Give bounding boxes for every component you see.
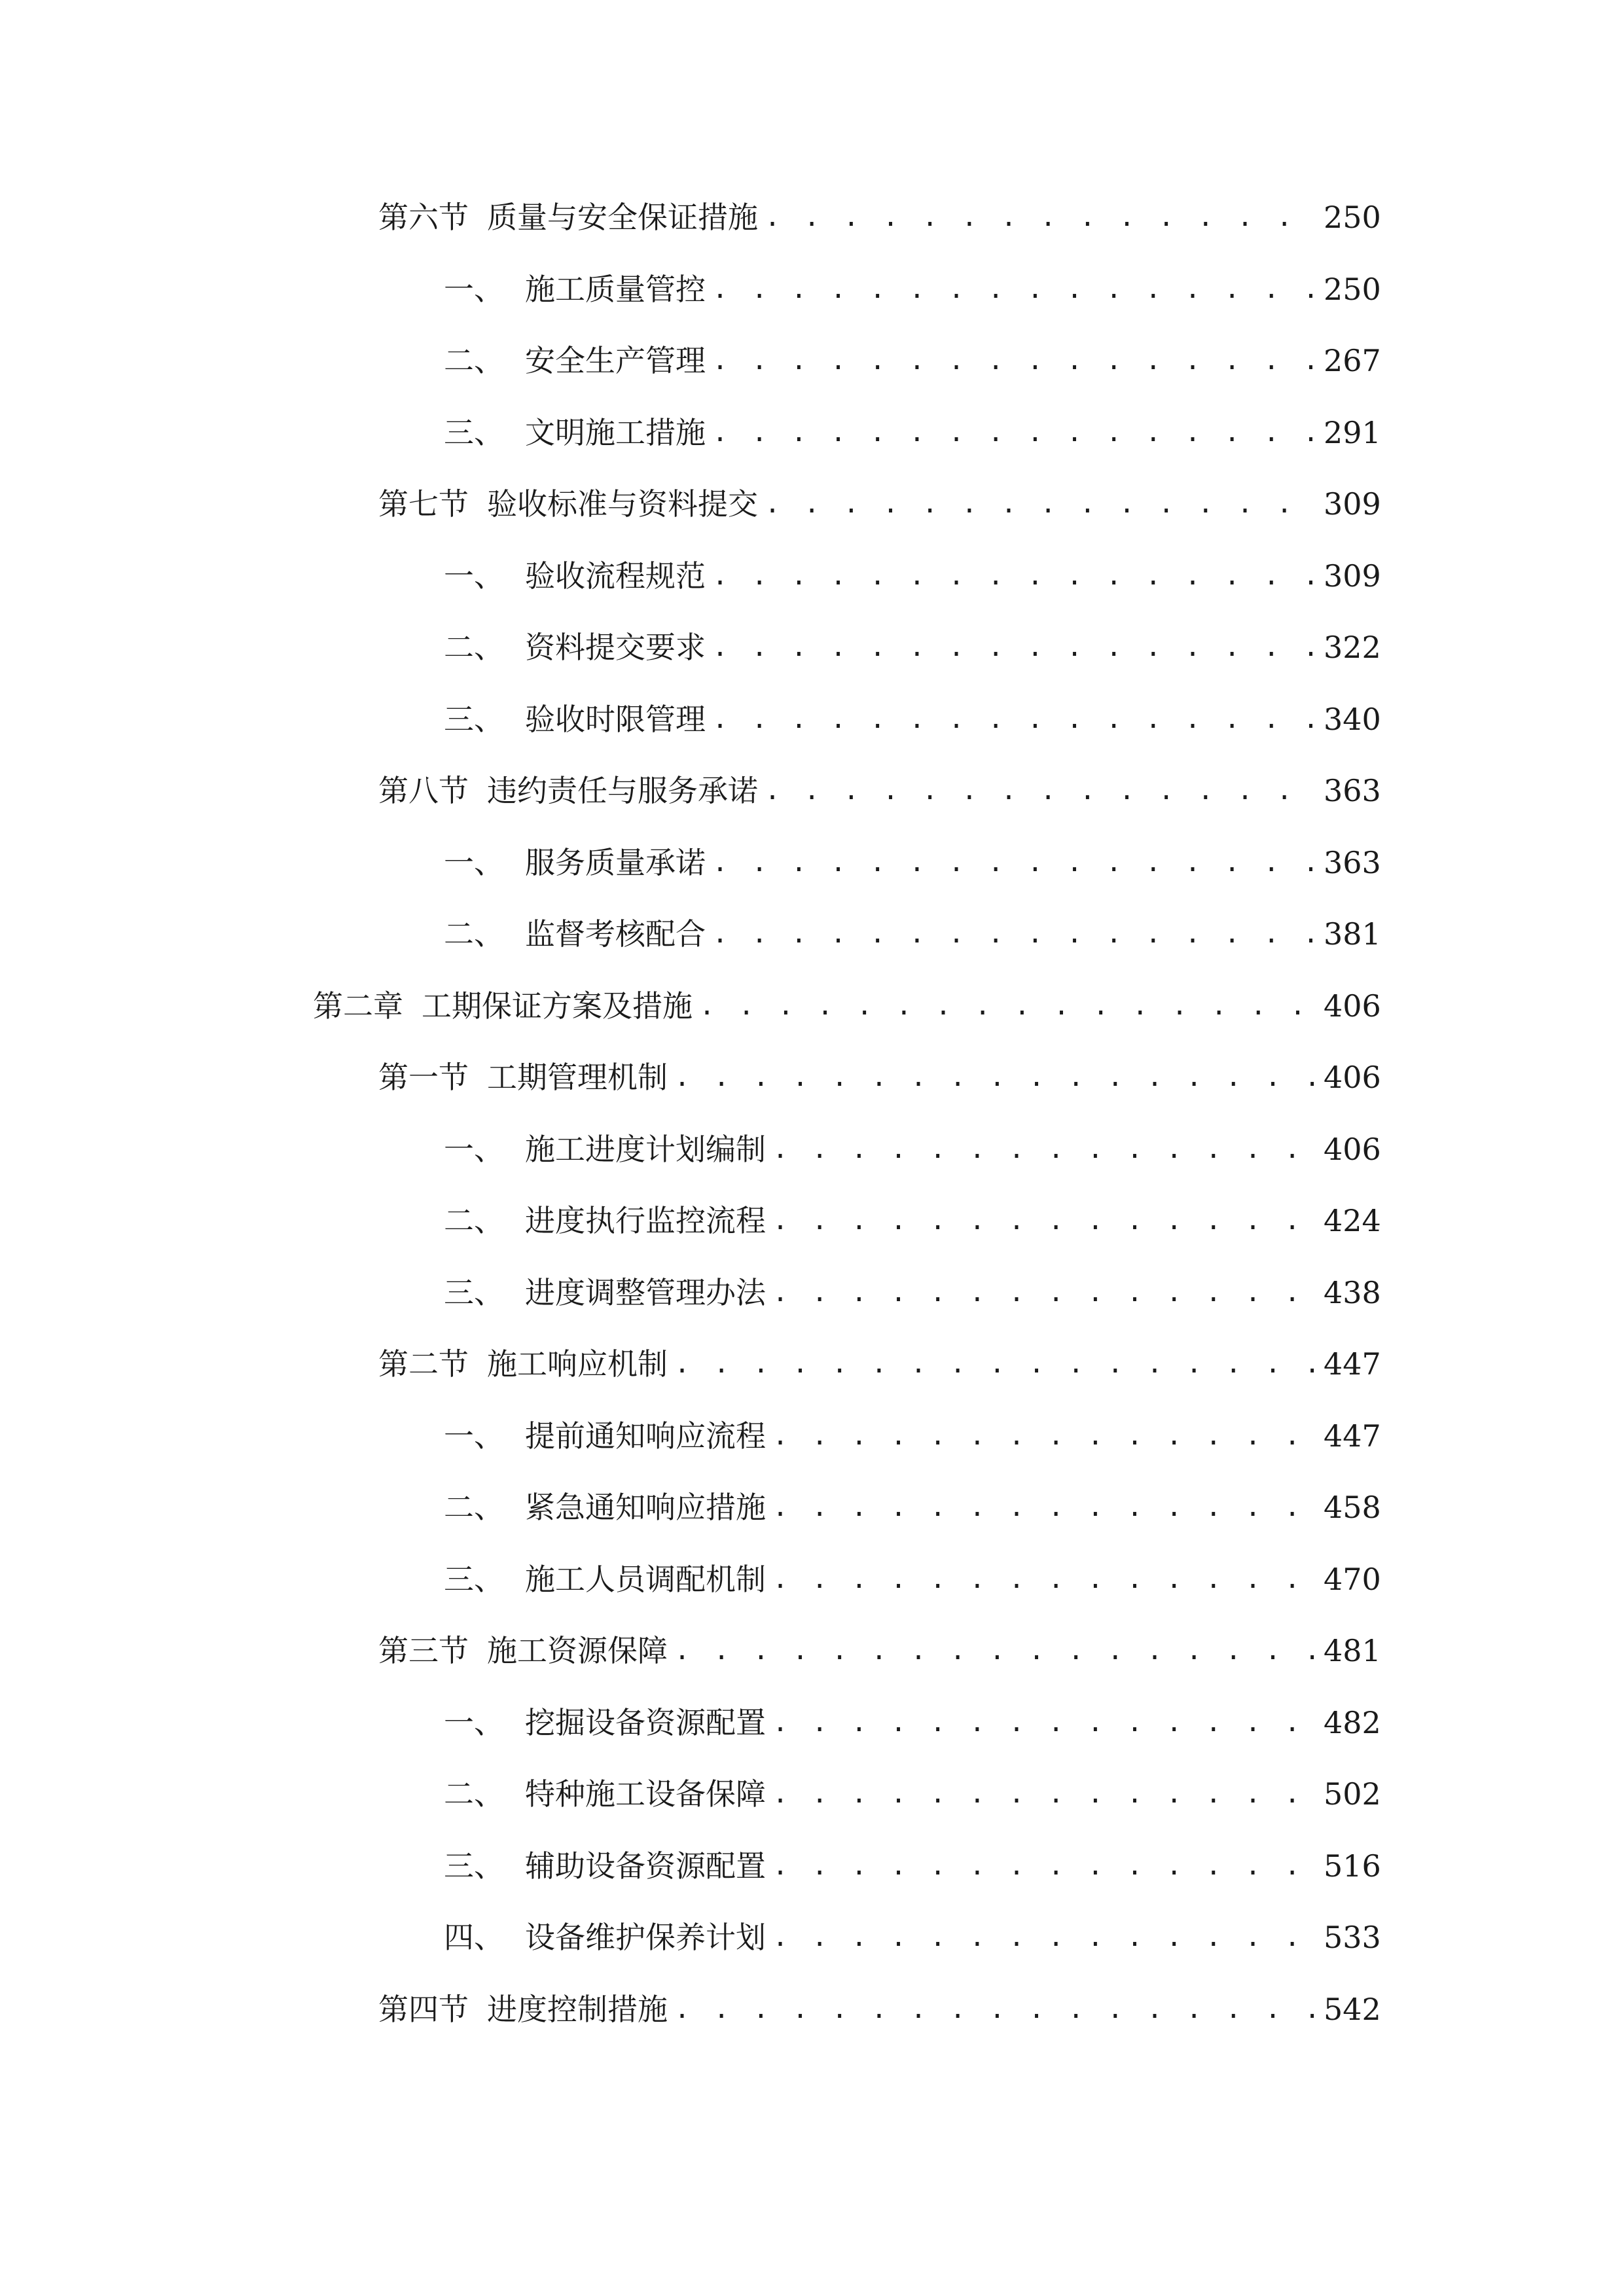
toc-entry-page: 502 [1324,1776,1381,1812]
dot-leader [712,836,1317,889]
dot-leader [772,1194,1317,1247]
toc-entry-number: 一、 [444,272,504,307]
toc-entry-title: 进度执行监控流程 [525,1203,766,1238]
dot-leader [772,1911,1317,1964]
dot-leader [772,1768,1317,1820]
toc-entry[interactable] [444,836,1381,889]
toc-entry[interactable] [378,478,1381,530]
dot-leader [712,908,1317,960]
toc-entry[interactable] [444,334,1381,387]
dot-leader [674,1338,1317,1390]
toc-entry-title: 施工资源保障 [487,1633,668,1668]
dot-leader [712,550,1317,602]
toc-entry-number: 三、 [444,1562,504,1597]
toc-entry-number: 一、 [444,1705,504,1740]
toc-entry-title: 资料提交要求 [525,630,706,665]
toc-entry[interactable] [444,621,1381,673]
toc-entry-number: 一、 [444,558,504,594]
dot-leader [674,1983,1317,2036]
toc-entry[interactable] [444,1123,1381,1175]
toc-entry-page: 309 [1324,486,1381,522]
toc-entry-number: 一、 [444,845,504,880]
toc-entry-number: 二、 [444,1203,504,1238]
dot-leader [765,191,1317,243]
toc-entry-number: 三、 [444,1275,504,1310]
dot-leader [772,1410,1317,1462]
toc-entry[interactable] [444,1696,1381,1749]
toc-entry-title: 工期保证方案及措施 [422,988,693,1024]
toc-entry-page: 447 [1324,1346,1381,1382]
toc-entry-number: 二、 [444,1776,504,1812]
toc-entry-page: 516 [1324,1848,1381,1884]
toc-entry-page: 458 [1324,1490,1381,1525]
toc-entry-title: 提前通知响应流程 [525,1418,766,1454]
toc-entry[interactable] [444,1410,1381,1462]
toc-entry-number: 第二节 [378,1346,469,1382]
toc-entry-title: 验收标准与资料提交 [487,486,758,522]
toc-entry-page: 470 [1324,1562,1381,1597]
toc-entry[interactable] [378,1624,1381,1677]
toc-entry-page: 482 [1324,1705,1381,1740]
toc-entry-title: 特种施工设备保障 [525,1776,766,1812]
toc-entry-page: 406 [1324,988,1381,1024]
toc-entry-page: 424 [1324,1203,1381,1238]
toc-entry-page: 340 [1324,702,1381,737]
toc-entry-title: 验收时限管理 [525,702,706,737]
dot-leader [772,1266,1317,1319]
toc-entry-page: 363 [1324,773,1381,808]
toc-entry[interactable] [313,980,1381,1032]
toc-entry[interactable] [378,191,1381,243]
toc-entry-page: 438 [1324,1275,1381,1310]
toc-entry-number: 一、 [444,1132,504,1167]
toc-entry[interactable] [378,764,1381,817]
dot-leader [712,693,1317,745]
toc-entry-title: 进度调整管理办法 [525,1275,766,1310]
toc-entry[interactable] [378,1338,1381,1390]
dot-leader [674,1051,1317,1103]
toc-entry[interactable] [444,693,1381,745]
toc-entry-number: 第七节 [378,486,469,522]
toc-entry-title: 设备维护保养计划 [525,1920,766,1955]
toc-entry-title: 紧急通知响应措施 [525,1490,766,1525]
toc-entry[interactable] [444,1481,1381,1534]
dot-leader [712,621,1317,673]
toc-entry-number: 第六节 [378,200,469,235]
toc-entry-number: 二、 [444,343,504,378]
toc-entry-number: 二、 [444,916,504,952]
toc-entry-title: 监督考核配合 [525,916,706,952]
toc-entry-title: 施工质量管控 [525,272,706,307]
toc-entry[interactable] [444,1911,1381,1964]
toc-entry-number: 一、 [444,1418,504,1454]
toc-entry-number: 三、 [444,702,504,737]
toc-entry-page: 533 [1324,1920,1381,1955]
toc-entry-number: 第一节 [378,1060,469,1095]
toc-entry-number: 三、 [444,415,504,450]
toc-entry-title: 挖掘设备资源配置 [525,1705,766,1740]
dot-leader [712,263,1317,315]
dot-leader [772,1696,1317,1749]
toc-entry-number: 第四节 [378,1992,469,2027]
toc-entry[interactable] [444,1266,1381,1319]
toc-entry-title: 施工进度计划编制 [525,1132,766,1167]
toc-entry-title: 施工响应机制 [487,1346,668,1382]
dot-leader [765,478,1317,530]
toc-entry-page: 447 [1324,1418,1381,1454]
toc-entry-number: 二、 [444,1490,504,1525]
dot-leader [772,1481,1317,1534]
toc-entry-number: 二、 [444,630,504,665]
toc-entry-title: 文明施工措施 [525,415,706,450]
dot-leader [772,1840,1317,1892]
toc-entry-title: 进度控制措施 [487,1992,668,2027]
toc-entry[interactable] [444,550,1381,602]
toc-entry-title: 质量与安全保证措施 [487,200,758,235]
dot-leader [772,1123,1317,1175]
toc-entry-page: 291 [1324,415,1381,450]
toc-entry[interactable] [444,908,1381,960]
toc-entry-number: 第八节 [378,773,469,808]
dot-leader [765,764,1317,817]
toc-entry-title: 安全生产管理 [525,343,706,378]
toc-entry[interactable] [444,263,1381,315]
toc-entry-page: 381 [1324,916,1381,952]
toc-entry-title: 服务质量承诺 [525,845,706,880]
dot-leader [712,334,1317,387]
toc-entry-title: 工期管理机制 [487,1060,668,1095]
toc-entry-page: 406 [1324,1132,1381,1167]
toc-entry-page: 406 [1324,1060,1381,1095]
toc-entry-page: 542 [1324,1992,1381,2027]
toc-entry[interactable] [444,406,1381,459]
toc-entry-page: 250 [1324,200,1381,235]
toc-entry-page: 309 [1324,558,1381,594]
toc-entry-page: 250 [1324,272,1381,307]
toc-entry-number: 第二章 [313,988,403,1024]
toc-entry-number: 四、 [444,1920,504,1955]
toc-entry-number: 三、 [444,1848,504,1884]
toc-entry[interactable] [444,1553,1381,1605]
toc-entry-page: 322 [1324,630,1381,665]
toc-entry[interactable] [444,1768,1381,1820]
toc-entry-page: 481 [1324,1633,1381,1668]
dot-leader [772,1553,1317,1605]
toc-entry[interactable] [378,1051,1381,1103]
toc-entry[interactable] [444,1194,1381,1247]
dot-leader [674,1624,1317,1677]
toc-entry-title: 违约责任与服务承诺 [487,773,758,808]
toc-entry-title: 施工人员调配机制 [525,1562,766,1597]
toc-entry[interactable] [378,1983,1381,2036]
toc-entry[interactable] [444,1840,1381,1892]
toc-entry-page: 267 [1324,343,1381,378]
dot-leader [699,980,1317,1032]
toc-entry-page: 363 [1324,845,1381,880]
toc-entry-title: 辅助设备资源配置 [525,1848,766,1884]
toc-entry-number: 第三节 [378,1633,469,1668]
toc-entry-title: 验收流程规范 [525,558,706,594]
dot-leader [712,406,1317,459]
